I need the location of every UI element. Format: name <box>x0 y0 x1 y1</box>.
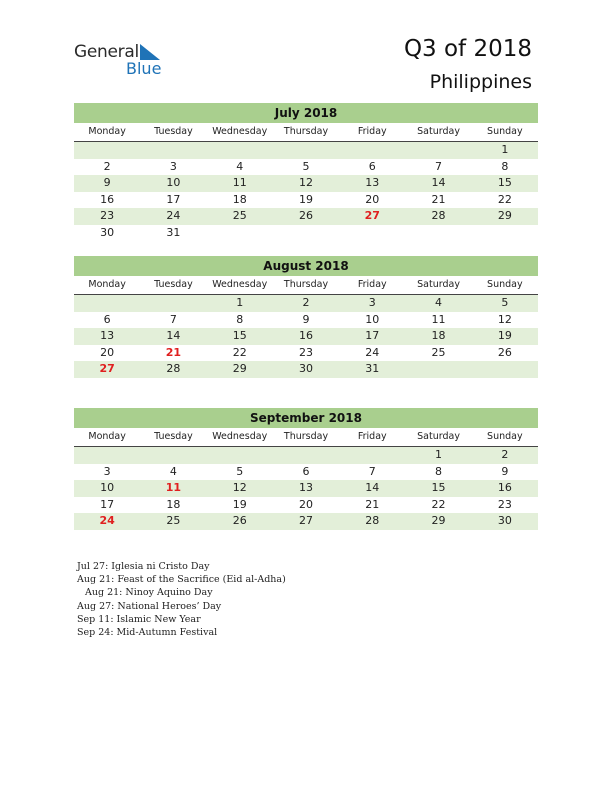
day-cell: 23 <box>100 209 115 223</box>
day-cell <box>339 142 405 159</box>
day-cell: 30 <box>100 225 115 239</box>
day-cell: 18 <box>232 192 247 206</box>
day-cell: 4 <box>236 159 244 173</box>
weekday-label: Tuesday <box>154 431 193 442</box>
logo-triangle-icon <box>140 44 160 60</box>
day-cell: 13 <box>365 176 380 190</box>
day-cell: 25 <box>232 209 247 223</box>
day-cell <box>74 447 140 464</box>
day-cell: 8 <box>435 464 443 478</box>
weekday-label: Sunday <box>487 279 523 290</box>
day-cell <box>207 447 273 464</box>
day-cell: 10 <box>100 481 115 495</box>
holiday-note: Sep 24: Mid-Autumn Festival <box>77 626 218 638</box>
day-cell: 6 <box>103 312 111 326</box>
day-cell: 25 <box>431 345 446 359</box>
weekday-label: Monday <box>88 279 126 290</box>
day-cell: 12 <box>298 176 313 190</box>
month-september <box>74 408 538 530</box>
holiday-day-cell: 24 <box>99 514 115 528</box>
day-cell: 22 <box>431 497 446 511</box>
month-august <box>74 256 538 378</box>
week-row <box>74 497 538 514</box>
logo-blue-text: Blue <box>126 59 162 78</box>
weekday-label: Sunday <box>487 431 523 442</box>
day-cell <box>472 225 538 242</box>
day-cell: 9 <box>103 176 111 190</box>
week-row <box>74 142 538 159</box>
day-cell: 13 <box>100 329 115 343</box>
day-cell <box>339 225 405 242</box>
day-cell: 15 <box>497 176 512 190</box>
month-title: August 2018 <box>74 256 538 276</box>
day-cell: 12 <box>497 312 512 326</box>
weekday-label: Tuesday <box>154 279 193 290</box>
day-cell: 20 <box>365 192 380 206</box>
logo-general-text: General <box>74 42 139 62</box>
holiday-notes <box>77 560 286 639</box>
week-row <box>74 225 538 242</box>
day-cell: 31 <box>166 225 181 239</box>
holiday-day-cell: 27 <box>99 362 115 376</box>
day-cell: 29 <box>232 362 247 376</box>
logo <box>74 42 162 78</box>
day-cell <box>74 295 140 312</box>
day-cell: 8 <box>501 159 509 173</box>
day-cell: 17 <box>100 497 115 511</box>
country-name: Philippines <box>429 71 532 93</box>
day-cell <box>273 142 339 159</box>
day-cell: 20 <box>298 497 313 511</box>
day-cell: 20 <box>100 345 115 359</box>
day-cell <box>207 225 273 242</box>
holiday-day-cell: 11 <box>165 481 182 495</box>
day-cell <box>140 142 206 159</box>
day-cell: 5 <box>501 296 509 309</box>
week-row <box>74 447 538 464</box>
weekday-header-row <box>74 123 538 142</box>
day-cell: 2 <box>302 296 310 309</box>
weekday-label: Saturday <box>417 279 460 290</box>
day-cell: 28 <box>166 362 181 376</box>
day-cell <box>273 225 339 242</box>
holiday-note: Aug 21: Feast of the Sacrifice (Eid al-Adha) <box>77 574 286 586</box>
day-cell <box>405 225 471 242</box>
week-row <box>74 464 538 481</box>
day-cell: 1 <box>501 143 509 156</box>
weekday-header-row <box>74 428 538 447</box>
day-cell: 4 <box>435 296 443 309</box>
day-cell: 6 <box>368 159 376 173</box>
day-cell: 19 <box>298 192 313 206</box>
week-row <box>74 192 538 209</box>
weekday-label: Monday <box>88 431 126 442</box>
day-cell: 4 <box>169 464 177 478</box>
day-cell: 11 <box>431 312 446 326</box>
day-cell: 7 <box>169 312 177 326</box>
weekday-label: Thursday <box>283 126 329 137</box>
weekday-label: Friday <box>357 126 387 137</box>
day-cell: 12 <box>232 481 247 495</box>
weekday-label: Wednesday <box>212 126 268 137</box>
holiday-note: Aug 21: Ninoy Aquino Day <box>85 587 213 599</box>
month-july <box>74 103 538 242</box>
day-cell: 30 <box>298 362 313 376</box>
day-cell: 18 <box>166 497 181 511</box>
week-row <box>74 361 538 378</box>
day-cell: 16 <box>298 329 313 343</box>
week-row <box>74 295 538 312</box>
weekday-label: Saturday <box>417 431 460 442</box>
holiday-note: Jul 27: Iglesia ni Cristo Day <box>77 561 210 572</box>
week-row <box>74 208 538 225</box>
day-cell: 7 <box>435 159 443 173</box>
day-cell: 17 <box>365 329 380 343</box>
week-row <box>74 513 538 530</box>
day-cell: 3 <box>368 296 376 309</box>
day-cell <box>405 142 471 159</box>
weekday-label: Sunday <box>487 126 523 137</box>
day-cell: 15 <box>431 481 446 495</box>
day-cell: 24 <box>365 345 380 359</box>
day-cell: 15 <box>232 329 247 343</box>
day-cell: 25 <box>166 514 181 528</box>
weekday-label: Thursday <box>283 431 329 442</box>
day-cell: 1 <box>435 448 443 461</box>
week-row <box>74 345 538 362</box>
day-cell <box>140 447 206 464</box>
day-cell: 23 <box>298 345 313 359</box>
day-cell: 27 <box>298 514 313 528</box>
weekday-label: Tuesday <box>154 126 193 137</box>
day-cell: 6 <box>302 464 310 478</box>
day-cell: 7 <box>368 464 376 478</box>
day-cell: 22 <box>497 192 512 206</box>
day-cell: 5 <box>236 464 244 478</box>
day-cell: 26 <box>232 514 247 528</box>
day-cell: 2 <box>103 159 111 173</box>
day-cell: 14 <box>365 481 380 495</box>
month-title: July 2018 <box>74 103 538 123</box>
week-row <box>74 159 538 176</box>
day-cell: 9 <box>302 312 310 326</box>
day-cell <box>140 295 206 312</box>
day-cell: 10 <box>365 312 380 326</box>
day-cell: 9 <box>501 464 509 478</box>
day-cell: 8 <box>236 312 244 326</box>
day-cell <box>273 447 339 464</box>
page-title: Q3 of 2018 <box>403 36 532 62</box>
holiday-note: Aug 27: National Heroes’ Day <box>77 600 222 612</box>
weekday-header-row <box>74 276 538 295</box>
day-cell: 3 <box>103 464 111 478</box>
week-row <box>74 328 538 345</box>
day-cell: 22 <box>232 345 247 359</box>
day-cell: 3 <box>169 159 177 173</box>
day-cell <box>472 361 538 378</box>
weekday-label: Thursday <box>283 279 329 290</box>
day-cell: 18 <box>431 329 446 343</box>
month-title: September 2018 <box>74 408 538 428</box>
day-cell: 19 <box>232 497 247 511</box>
day-cell: 23 <box>497 497 512 511</box>
day-cell: 10 <box>166 176 181 190</box>
day-cell: 19 <box>497 329 512 343</box>
holiday-note: Sep 11: Islamic New Year <box>77 613 201 625</box>
holiday-day-cell: 27 <box>364 209 380 223</box>
week-row <box>74 175 538 192</box>
weekday-label: Monday <box>88 126 126 137</box>
day-cell: 28 <box>431 209 446 223</box>
weekday-label: Wednesday <box>212 431 268 442</box>
day-cell: 30 <box>497 514 512 528</box>
day-cell <box>74 142 140 159</box>
week-row <box>74 312 538 329</box>
day-cell: 29 <box>497 209 512 223</box>
day-cell: 17 <box>166 192 181 206</box>
day-cell: 26 <box>298 209 313 223</box>
day-cell <box>339 447 405 464</box>
week-row <box>74 480 538 497</box>
day-cell: 29 <box>431 514 446 528</box>
day-cell: 24 <box>166 209 181 223</box>
day-cell: 28 <box>365 514 380 528</box>
day-cell <box>405 361 471 378</box>
day-cell: 26 <box>497 345 512 359</box>
day-cell <box>207 142 273 159</box>
day-cell: 21 <box>365 497 380 511</box>
day-cell: 14 <box>166 329 181 343</box>
weekday-label: Saturday <box>417 126 460 137</box>
day-cell: 14 <box>431 176 446 190</box>
day-cell: 1 <box>236 296 244 309</box>
day-cell: 16 <box>497 481 512 495</box>
day-cell: 16 <box>100 192 115 206</box>
holiday-day-cell: 21 <box>165 345 182 359</box>
day-cell: 5 <box>302 159 310 173</box>
weekday-label: Wednesday <box>212 279 268 290</box>
day-cell: 2 <box>501 448 509 461</box>
day-cell: 21 <box>431 192 446 206</box>
day-cell: 11 <box>232 176 247 190</box>
day-cell: 13 <box>298 481 313 495</box>
weekday-label: Friday <box>357 279 387 290</box>
weekday-label: Friday <box>357 431 387 442</box>
day-cell: 31 <box>365 362 380 376</box>
